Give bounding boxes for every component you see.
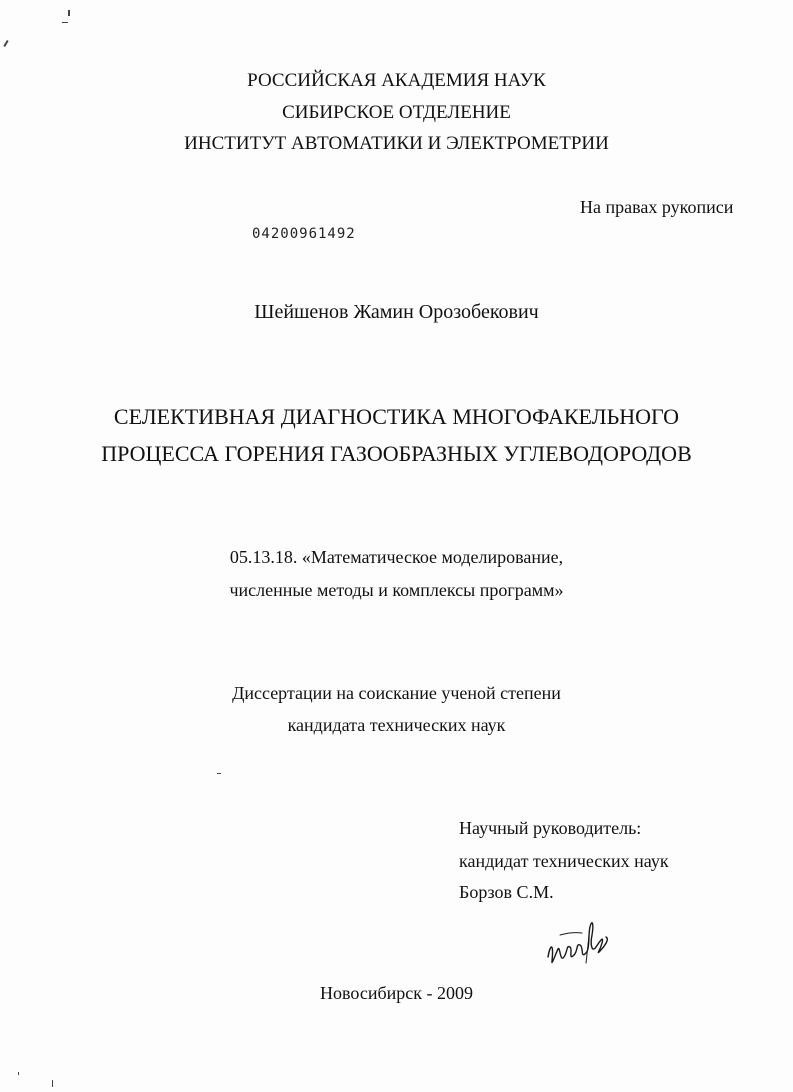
specialty-line-1: 05.13.18. «Математическое моделирование, xyxy=(229,547,564,567)
scan-speck xyxy=(52,1080,53,1087)
author-name: Шейшенов Жамин Орозобекович xyxy=(254,301,539,323)
manuscript-note: На правах рукописи xyxy=(580,197,734,217)
scan-speck xyxy=(3,40,8,47)
scan-speck xyxy=(68,10,70,16)
academy-name: РОССИЙСКАЯ АКАДЕМИЯ НАУК xyxy=(247,70,546,91)
registration-code: 04200961492 xyxy=(252,226,356,242)
city-year: Новосибирск - 2009 xyxy=(320,983,473,1003)
degree-line-1: Диссертации на соискание ученой степени xyxy=(232,683,561,703)
supervisor-degree: кандидат технических наук xyxy=(459,851,669,871)
scan-speck xyxy=(18,1072,19,1075)
scan-speck xyxy=(62,22,68,23)
scan-speck xyxy=(217,773,221,774)
thesis-title-line-1: СЕЛЕКТИВНАЯ ДИАГНОСТИКА МНОГОФАКЕЛЬНОГО xyxy=(113,404,680,429)
thesis-title-line-2: ПРОЦЕССА ГОРЕНИЯ ГАЗООБРАЗНЫХ УГЛЕВОДОРОДОВ xyxy=(101,441,692,466)
branch-name: СИБИРСКОЕ ОТДЕЛЕНИЕ xyxy=(282,102,511,123)
handwritten-signature xyxy=(540,905,620,975)
specialty-line-2: численные методы и комплексы программ» xyxy=(229,580,564,600)
supervisor-label: Научный руководитель: xyxy=(459,818,642,838)
degree-line-2: кандидата технических наук xyxy=(287,715,506,735)
supervisor-name: Борзов С.М. xyxy=(459,882,554,902)
institute-name: ИНСТИТУТ АВТОМАТИКИ И ЭЛЕКТРОМЕТРИИ xyxy=(184,133,609,154)
